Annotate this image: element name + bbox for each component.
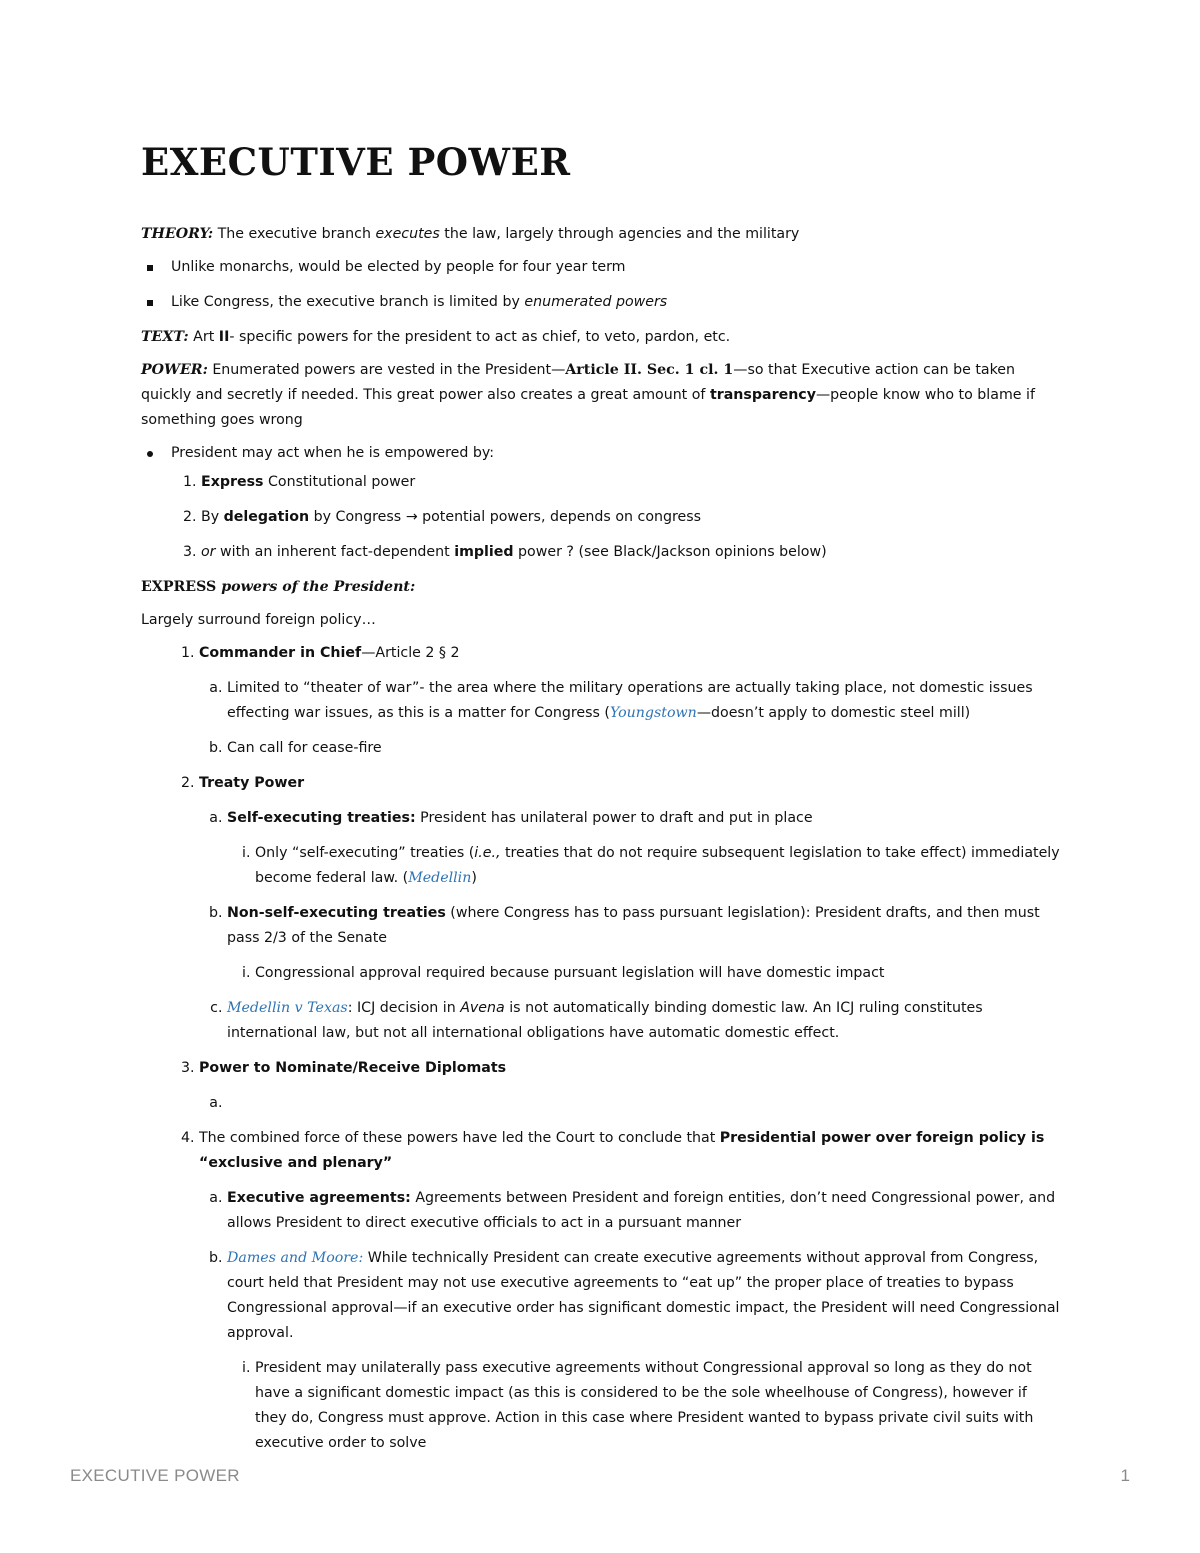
express-intro: Largely surround foreign policy… bbox=[141, 612, 376, 628]
document-body bbox=[141, 222, 1061, 1466]
theory-paragraph: THEORY: The executive branch executes the law, largely through agencies and the military bbox=[141, 226, 800, 242]
sub-list bbox=[199, 676, 1061, 761]
list-item: i. President may unilaterally pass executive agreements without Congressional approval so long as they do not have a significant domestic impact (as this is considered to be the sole wheelhouse of Congress), however if they do, Congress must approve. Action in this case where President wanted to bypass private civil suits with executive order to solve bbox=[255, 1356, 1061, 1456]
list-item: 3. or with an inherent fact-dependent implied power ? (see Black/Jackson opinions below) bbox=[201, 540, 1061, 565]
sub-sub-list bbox=[227, 961, 1061, 986]
theory-bullets bbox=[141, 255, 1061, 315]
sub-list bbox=[199, 806, 1061, 1046]
list-item: 3. Power to Nominate/Receive Diplomats a. bbox=[199, 1056, 1061, 1116]
list-item: 1. Commander in Chief—Article 2 § 2 a. Limited to “theater of war”- the area where the military operations are actually taking place, not domestic issues effecting war issues, as this is a matter for Congress (Youngstown—doesn’t apply to domestic steel mill) b. Can call for cease-fire bbox=[199, 641, 1061, 761]
power-label: POWER: bbox=[141, 362, 208, 378]
list-item: Like Congress, the executive branch is limited by enumerated powers bbox=[171, 290, 1061, 315]
list-item bbox=[227, 1091, 1061, 1116]
list-item: b. Can call for cease-fire bbox=[227, 736, 1061, 761]
list-item: b. Dames and Moore: While technically President can create executive agreements without approval from Congress, court held that President may not use executive agreements to “eat up” the proper place of treaties to bypass Congressional approval—if an executive order has significant domestic impact, the President will need Congressional approval. i. President may unilaterally pass executive agreements without Congressional approval so long as they do not have a significant domestic impact (as this is considered to be the sole wheelhouse of Congress), however if they do, Congress must approve. Action in this case where President wanted to bypass private civil suits with executive order to solve bbox=[227, 1246, 1061, 1456]
text-label: TEXT: bbox=[141, 329, 189, 345]
sub-sub-list bbox=[227, 841, 1061, 891]
sub-sub-list bbox=[227, 1356, 1061, 1456]
list-item: a. Limited to “theater of war”- the area where the military operations are actually taking place, not domestic issues effecting war issues, as this is a matter for Congress (Youngstown—doesn’t apply to domestic steel mill) bbox=[227, 676, 1061, 726]
list-item: i. Only “self-executing” treaties (i.e., treaties that do not require subsequent legislation to take effect) immediately become federal law. (Medellin) bbox=[255, 841, 1061, 891]
list-item: c. Medellin v Texas: ICJ decision in Avena is not automatically binding domestic law. An ICJ ruling constitutes international law, but not all international obligations have automatic domestic effect. bbox=[227, 996, 1061, 1046]
power-bullets bbox=[141, 441, 1061, 565]
power-paragraph: POWER: Enumerated powers are vested in the President—Article II. Sec. 1 cl. 1—so that Executive action can be taken quickly and secretly if needed. This great power also creates a great amount of transparency—people know who to blame if something goes wrong bbox=[141, 362, 1035, 428]
list-item: a. Executive agreements: Agreements between President and foreign entities, don’t need Congressional power, and allows President to direct executive officials to act in a pursuant manner bbox=[227, 1186, 1061, 1236]
sub-list bbox=[199, 1091, 1061, 1116]
footer-title: EXECUTIVE POWER bbox=[70, 1466, 240, 1485]
case-link[interactable]: Youngstown bbox=[609, 705, 697, 721]
list-item: a. Self-executing treaties: President has unilateral power to draft and put in place i. Only “self-executing” treaties (i.e., treaties that do not require subsequent legislation to take effect) immediately become federal law. (Medellin) bbox=[227, 806, 1061, 891]
theory-label: THEORY: bbox=[141, 226, 214, 242]
sub-list bbox=[199, 1186, 1061, 1456]
list-item: b. Non-self-executing treaties (where Congress has to pass pursuant legislation): President drafts, and then must pass 2/3 of the Senate i. Congressional approval required because pursuant legislation will have domestic impact bbox=[227, 901, 1061, 986]
text-paragraph: TEXT: Art II- specific powers for the president to act as chief, to veto, pardon, etc. bbox=[141, 329, 731, 345]
list-item: i. Congressional approval required because pursuant legislation will have domestic impact bbox=[255, 961, 1061, 986]
case-link[interactable]: Medellin v Texas bbox=[227, 1000, 348, 1016]
case-link[interactable]: Dames and Moore: bbox=[227, 1250, 364, 1266]
page-number: 1 bbox=[1120, 1466, 1130, 1485]
list-item: 4. The combined force of these powers have led the Court to conclude that Presidential power over foreign policy is “exclusive and plenary” a. Executive agreements: Agreements between President and foreign entities, don’t need Congressional power, and allows President to direct executive officials to act in a pursuant manner b. Dames and Moore: While technically President can create executive agreements without approval from Congress, court held that President may not use executive agreements to “eat up” the proper place of treaties to bypass Congressional approval—if an executive order has significant domestic impact, the President will need Congressional approval. i. President may unilaterally pass executive agreements without Congressional approval so long as they do not have a significant domestic impact (as this is considered to be the sole wheelhouse of Congress), however if they do, Congress must approve. Action in this case where President wanted to bypass private civil suits with executive order to solve bbox=[199, 1126, 1061, 1456]
express-heading: EXPRESS powers of the President: bbox=[141, 579, 416, 595]
list-item: 2. By delegation by Congress → potential powers, depends on congress bbox=[201, 505, 1061, 530]
list-item: 1. Express Constitutional power bbox=[201, 470, 1061, 495]
list-item: 2. Treaty Power a. Self-executing treaties: President has unilateral power to draft and put in place i. Only “self-executing” treaties (i.e., treaties that do not require subsequent legislation to take effect) immediately become federal law. (Medellin) b. Non-self-executing treaties (where Congress has to pass pursuant legislation): President drafts, and then must pass 2/3 of the Senate i. Congressional approval required because pursuant legislation will have domestic impact c. Medellin v Texas: ICJ decision in Avena is not automatically binding domestic law. An ICJ ruling constitutes international law, but not all international obligations have automatic domestic effect. bbox=[199, 771, 1061, 1046]
empowerment-list bbox=[171, 470, 1061, 565]
case-link[interactable]: Medellin bbox=[408, 870, 472, 886]
list-item: Unlike monarchs, would be elected by people for four year term bbox=[171, 255, 1061, 280]
list-item: President may act when he is empowered by: 1. Express Constitutional power 2. By delegation by Congress → potential powers, depends on congress 3. or with an inherent fact-dependent implied power ? (see Black/Jackson opinions below) bbox=[171, 441, 1061, 565]
page-title: EXECUTIVE POWER bbox=[141, 140, 571, 184]
express-powers-list bbox=[141, 641, 1061, 1456]
